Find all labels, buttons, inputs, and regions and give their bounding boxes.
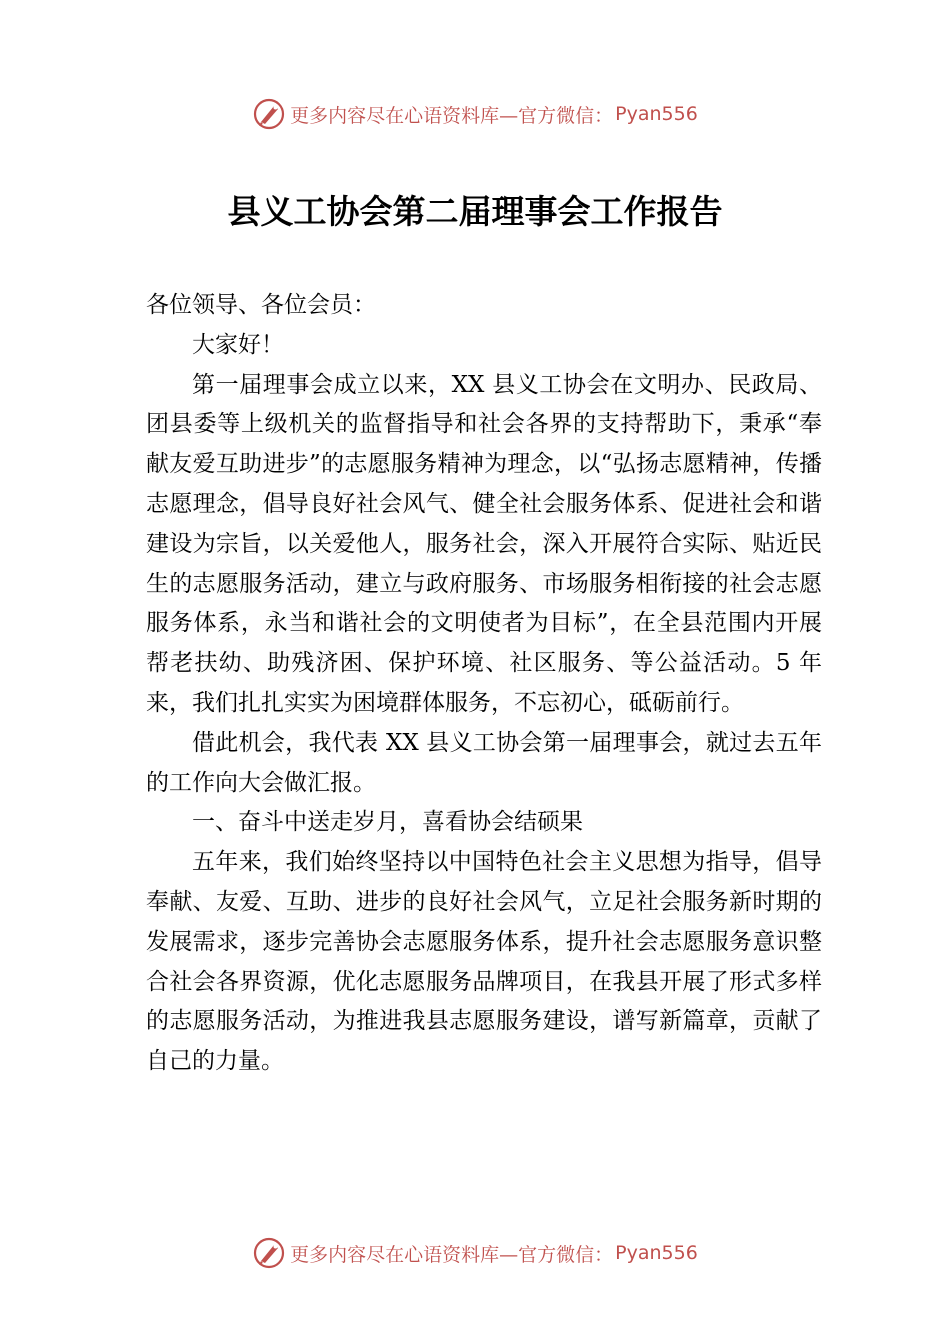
- salutation: 各位领导、各位会员：: [146, 292, 376, 318]
- watermark-wechat-id: Pyan556: [615, 103, 698, 125]
- watermark-text: 更多内容尽在心语资料库—官方微信：: [290, 104, 614, 127]
- document-title: 县义工协会第二届理事会工作报告: [227, 192, 723, 231]
- paragraph-five-years: 五年来，我们始终坚持以中国特色社会主义思想为指导，倡导奉献、友爱、互助、进步的良好社会风气，立足社会服务新时期的发展需求，逐步完善协会志愿服务体系，提升社会志愿服务意识整合社会各界资源，优化志愿服务品牌项目，在我县开展了形式多样的志愿服务活动，为推进我县志愿服务建设，谱写新篇章，贡献了自己的力量。: [146, 849, 822, 1075]
- watermark-wechat-id: Pyan556: [615, 1242, 698, 1264]
- paragraph-greeting: 大家好！: [192, 331, 284, 358]
- pen-logo-icon: [252, 1236, 286, 1270]
- section-heading-one: 一、奋斗中送走岁月，喜看协会结硕果: [192, 809, 583, 836]
- paragraph-report-statement: 借此机会，我代表 XX 县义工协会第一届理事会，就过去五年的工作向大会做汇报。: [146, 729, 822, 796]
- paragraph-intro: 第一届理事会成立以来，XX 县义工协会在文明办、民政局、团县委等上级机关的监督指导和社会各界的支持帮助下，秉承“奉献友爱互助进步”的志愿服务精神为理念，以“弘扬志愿精神，传播志愿理念，倡导良好社会风气、健全社会服务体系、促进社会和谐建设为宗旨，以关爱他人，服务社会，深入开展符合实际、贴近民生的志愿服务活动，建立与政府服务、市场服务相衔接的社会志愿服务体系，永当和谐社会的文明使者为目标”，在全县范围内开展帮老扶幼、助残济困、保护环境、社区服务、等公益活动。5 年来，我们扎扎实实为困境群体服务，不忘初心，砥砺前行。: [146, 371, 822, 716]
- header-watermark: [0, 94, 950, 134]
- watermark-text: 更多内容尽在心语资料库—官方微信：: [290, 1243, 614, 1266]
- document-body: [146, 286, 822, 1082]
- pen-logo-icon: [252, 97, 286, 131]
- footer-watermark: [0, 1233, 950, 1273]
